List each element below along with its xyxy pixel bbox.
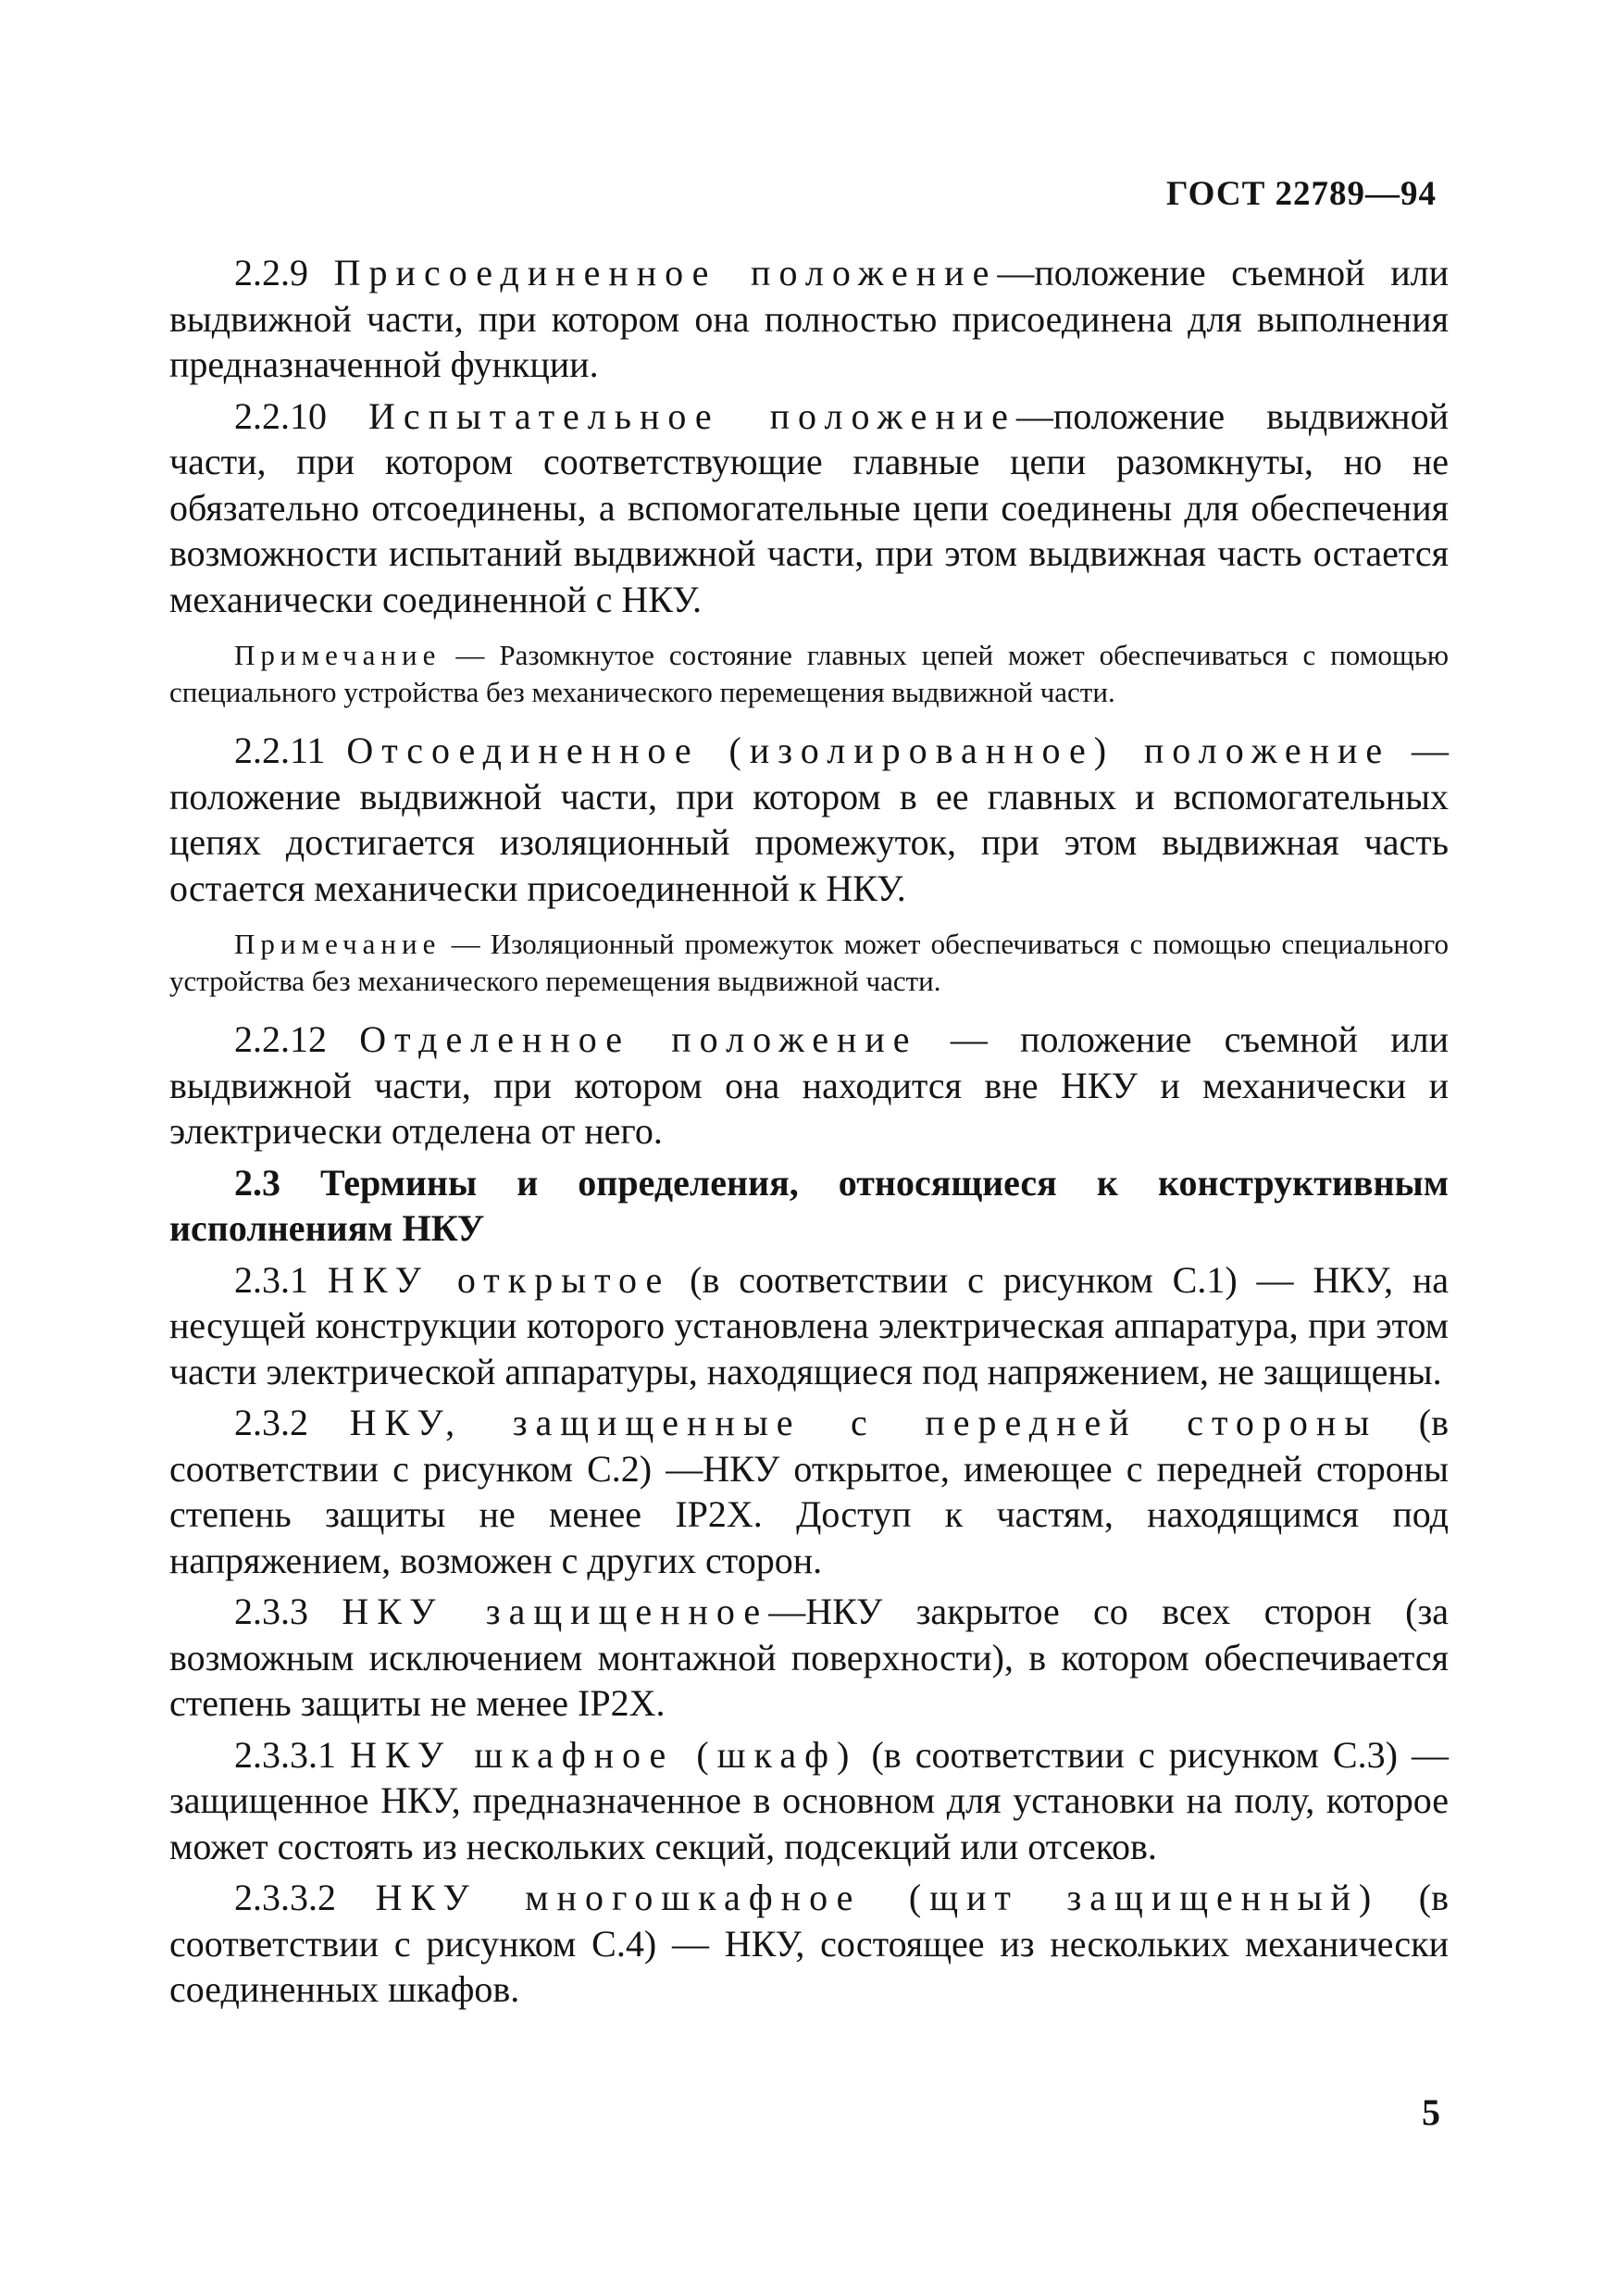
clause-number: 2.2.12 [234, 1018, 327, 1060]
clause-text: (в соответствии с рисунком С.4) — НКУ, состоящее из нескольких механически соединенных шкафов. [169, 1877, 1450, 2010]
section-number: 2.3 [234, 1161, 280, 1204]
section-2-3-heading [169, 1160, 1449, 1252]
clause-number: 2.3.1 [234, 1258, 308, 1301]
clause-2-2-11 [169, 728, 1449, 911]
clause-text: (в соответствии с рисунком С.1) — НКУ, на несущей конструкции которого установлена электрическая аппаратура, при этом части электрической аппаратуры, находящиеся под напряжением, не защищены. [169, 1258, 1449, 1392]
document-code-header: ГОСТ 22789—94 [1166, 175, 1437, 213]
clause-term: НКУ защищенное [342, 1591, 769, 1632]
clause-2-2-10 [169, 393, 1449, 623]
clause-text: (в соответствии с рисунком С.2) —НКУ открытое, имеющее с передней стороны степень защиты не менее IP2X. Доступ к частям, находящимся под напряжением, возможен с других сторон. [169, 1402, 1449, 1581]
clause-2-3-1 [169, 1257, 1449, 1395]
clause-term: НКУ открытое [327, 1258, 671, 1301]
clause-term: Отсоединенное (изолированное) положение [346, 730, 1391, 771]
clause-text: (в соответствии с рисунком С.3) —защищенное НКУ, предназначенное в основном для установки на полу, которое может состоять из нескольких секций, подсекций или отсеков. [169, 1733, 1450, 1867]
section-title: Термины и определения, относящиеся к конструктивным исполнениям НКУ [169, 1161, 1449, 1249]
clause-2-3-2 [169, 1400, 1449, 1583]
clause-term: НКУ многошкафное (щит защищенный) [375, 1877, 1380, 1918]
clause-number: 2.2.11 [234, 730, 326, 771]
clause-term: Присоединенное положение [333, 252, 998, 293]
note-label: Примечание [234, 639, 442, 671]
clause-number: 2.3.3.1 [234, 1733, 336, 1776]
note-2 [169, 926, 1449, 1000]
note-text: — Изоляционный промежуток может обеспечиваться с помощью специального устройства без механического перемещения выдвижной части. [169, 928, 1449, 997]
clause-term: НКУ шкафное (шкаф) [350, 1733, 858, 1776]
note-text: — Разомкнутое состояние главных цепей может обеспечиваться с помощью специального устройства без механического перемещения выдвижной части. [169, 639, 1449, 708]
clause-text: —НКУ закрытое со всех сторон (за возможным исключением монтажной поверхности), в котором обеспечивается степень защиты не менее IP2X. [169, 1591, 1449, 1724]
clause-text: —положение выдвижной части, при котором соответствующие главные цепи разомкнуты, но не обязательно отсоединены, а вспомогательные цепи соединены для обеспечения возможности испытаний выдвижной части, при этом выдвижная часть остается механически соединенной с НКУ. [169, 394, 1449, 620]
clause-number: 2.3.3.2 [234, 1877, 336, 1918]
note-label: Примечание [234, 928, 442, 960]
clause-text: — положение выдвижной части, при котором в ее главных и вспомогательных цепях достигается изоляционный промежуток, при этом выдвижная часть остается механически присоединенной к НКУ. [169, 730, 1450, 909]
clause-text: — положение съемной или выдвижной части, при котором она находится вне НКУ и механически и электрически отделена от него. [169, 1018, 1449, 1152]
clause-term: НКУ, защищенные с передней стороны [349, 1402, 1378, 1443]
note-1 [169, 637, 1449, 711]
clause-2-2-12 [169, 1017, 1449, 1154]
clause-term: Отделенное положение [359, 1018, 918, 1060]
clause-number: 2.2.9 [234, 252, 308, 293]
clause-number: 2.3.2 [234, 1402, 308, 1443]
document-body [169, 250, 1449, 2018]
clause-2-3-3 [169, 1589, 1449, 1727]
clause-number: 2.3.3 [234, 1591, 308, 1632]
clause-term: Испытательное положение [367, 394, 1016, 437]
clause-2-3-3-2 [169, 1875, 1449, 2013]
clause-2-3-3-1 [169, 1732, 1449, 1870]
clause-2-2-9 [169, 250, 1449, 388]
clause-number: 2.2.10 [234, 394, 327, 437]
page-number: 5 [1422, 2091, 1440, 2133]
clause-text: —положение съемной или выдвижной части, при котором она полностью присоединена для выполнения предназначенной функции. [169, 252, 1449, 385]
